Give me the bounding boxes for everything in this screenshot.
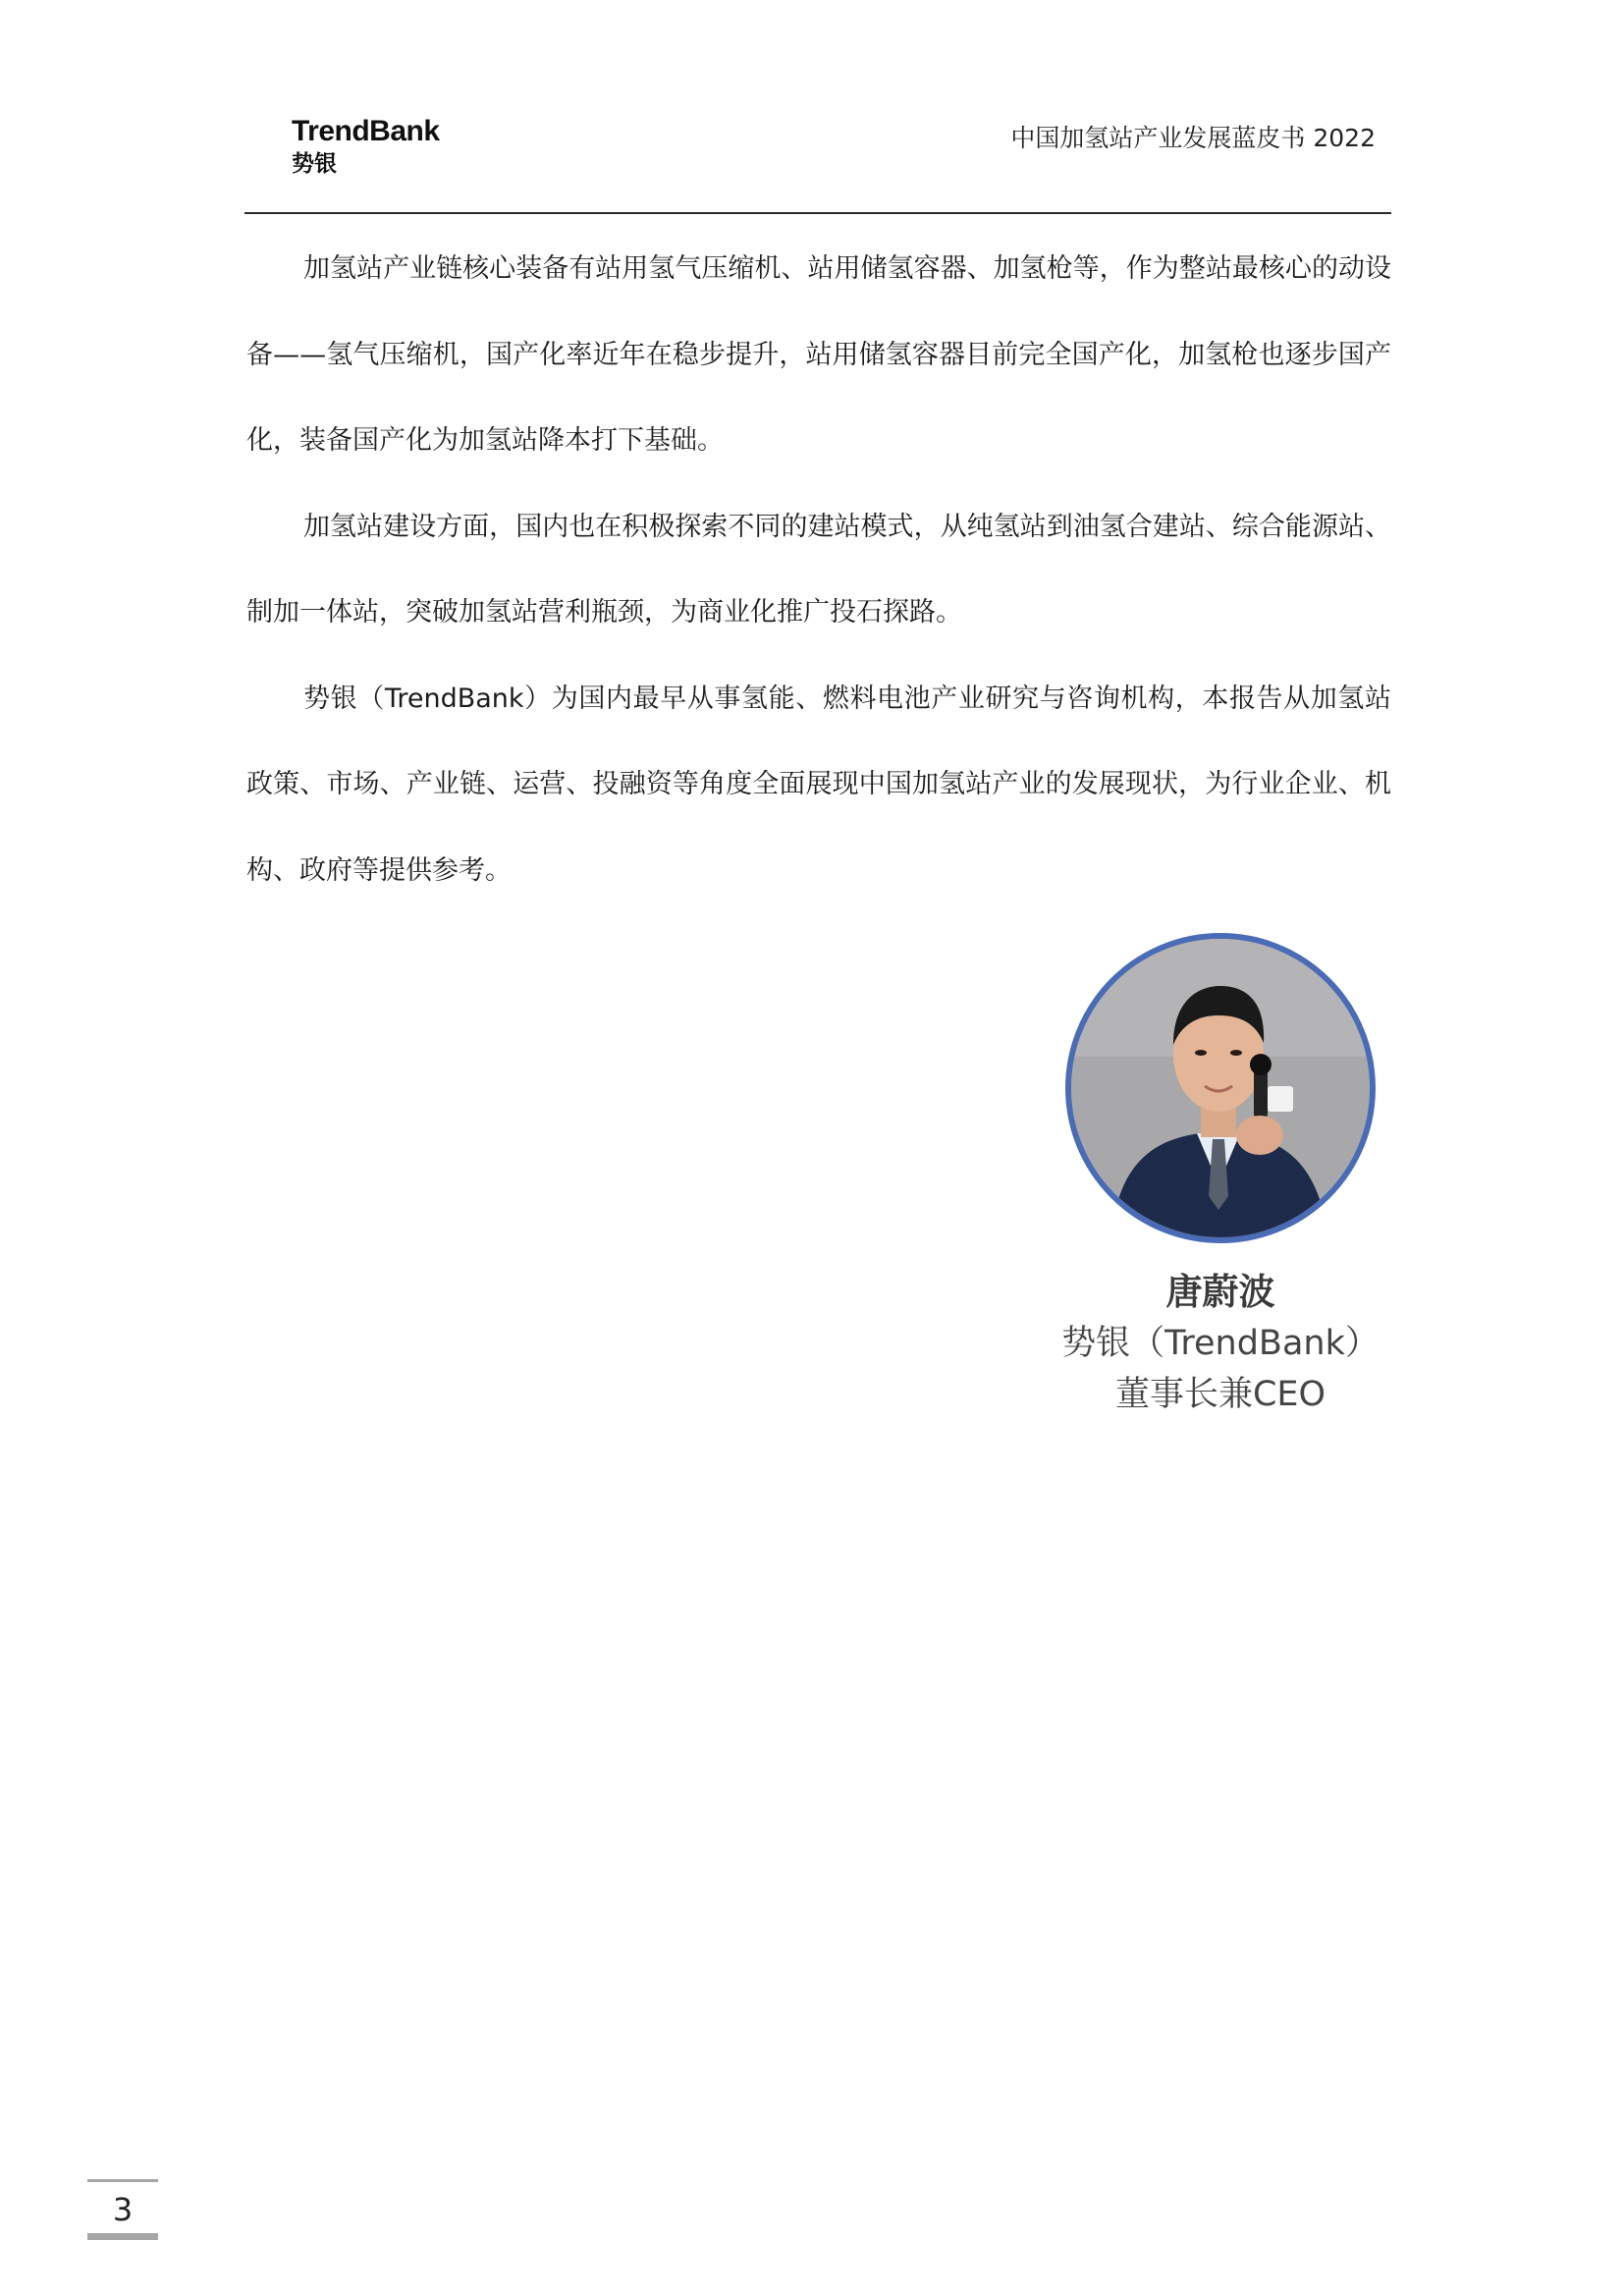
author-role: 董事长兼CEO [1114, 1375, 1326, 1414]
paragraph-equipment: 加氢站产业链核心装备有站用氢气压缩机、站用储氢容器、加氢枪等，作为整站最核心的动设备——氢气压缩机，国产化率近年在稳步提升，站用储氢容器目前完全国产化，加氢枪也逐步国产化，装备国产化为加氢站降本打下基础。 [246, 253, 1391, 456]
header-divider [244, 212, 1391, 214]
page-number: 3 [112, 2191, 134, 2228]
author-name: 唐蔚波 [1165, 1271, 1275, 1313]
logo-english: TrendBank [292, 115, 440, 147]
footer-rule-bottom [87, 2233, 158, 2240]
logo-chinese: 势银 [292, 151, 337, 177]
body-text [246, 226, 1391, 913]
paragraph-about: 势银（TrendBank）为国内最早从事氢能、燃料电池产业研究与咨询机构，本报告从加氢站政策、市场、产业链、运营、投融资等角度全面展现中国加氢站产业的发展现状，为行业企业、机构、政府等提供参考。 [246, 683, 1391, 886]
author-organization: 势银（TrendBank） [1061, 1324, 1380, 1363]
portrait-photo [1071, 939, 1370, 1237]
footer-rule-top [87, 2179, 158, 2182]
paragraph-construction: 加氢站建设方面，国内也在积极探索不同的建站模式，从纯氢站到油氢合建站、综合能源站、制加一体站，突破加氢站营利瓶颈，为商业化推广投石探路。 [246, 511, 1391, 628]
report-title: 中国加氢站产业发展蓝皮书 2022 [1010, 124, 1376, 152]
signature-block [985, 1267, 1456, 1420]
author-portrait [1065, 933, 1376, 1243]
trendbank-logo [292, 116, 517, 179]
